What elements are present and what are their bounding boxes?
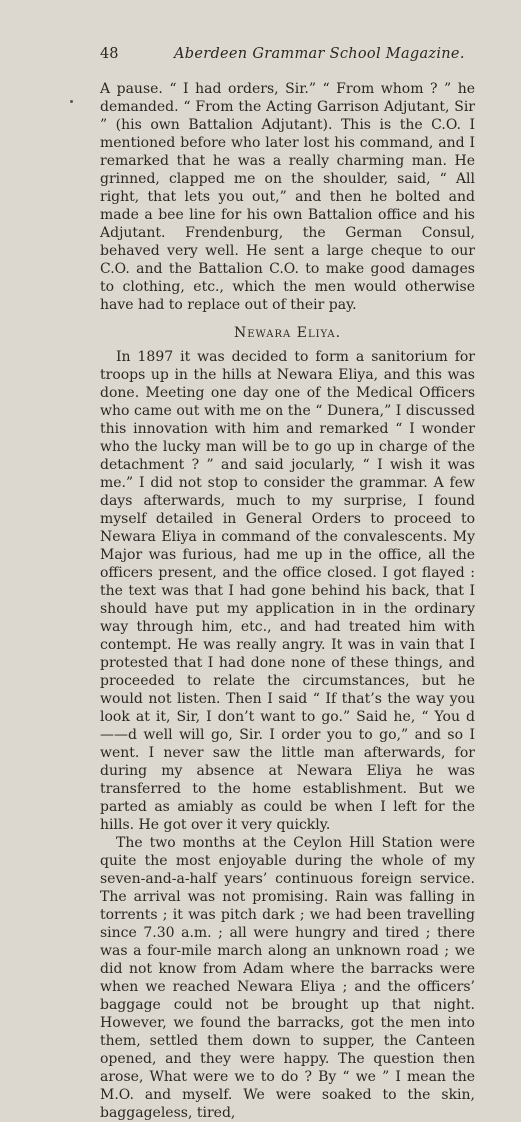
page-number: 48 — [100, 46, 119, 62]
paragraph-3: The two months at the Ceylon Hill Station were quite the most enjoyable during the whole of my seven-and-a-half years’ continuous foreign service. The arrival was not promising. Rain was falling in torrents ; it was pitch dark ; we had been travelling since 7.30 a.m. ; all were hungry and tired ; there was a four-mile march along an unknown road ; we did not know from Adam where the barracks were when we reached Newara Eliya ; and the officers’ baggage could not be brought up that night. However, we found the barracks, got the men into them, settled them down to supper, the Canteen opened, and they were happy. The question then arose, What were we to do ? By “ we ” I mean the M.O. and myself. We were soaked to the skin, baggageless, tired, — [100, 835, 475, 1121]
paragraph-2: In 1897 it was decided to form a sanitorium for troops up in the hills at Newara Eliya, and this was done. Meeting one day one of the Medical Officers who came out with me on the “ Dunera,” I discussed this innovation with him and remarked “ I wonder who the lucky man will be to go up in charge of the detachment ? ” and said jocularly, “ I wish it was me.” I did not stop to consider the grammar. A few days afterwards, much to my surprise, I found myself detailed in General Orders to proceed to Newara Eliya in command of the convalescents. My Major was furious, had me up in the office, all the officers present, and the office closed. I got flayed : the text was that I had gone behind his back, that I should have put my application in in the ordinary way through him, etc., and had treated him with contempt. He was really angry. It was in vain that I protested that I had done none of these things, and proceeded to relate the circumstances, but he would not listen. Then I said “ If that’s the way you look at it, Sir, I don’t want to go.” Said he, “ You d——d well will go, Sir. I order you to go,” and so I went. I never saw the little man afterwards, for during my absence at Newara Eliya he was transferred to the home establishment. But we parted as amiably as could be when I left for the hills. He got over it very quickly. — [100, 349, 475, 833]
margin-dot — [70, 100, 73, 103]
section-heading: Newara Eliya. — [233, 325, 342, 341]
running-title: Aberdeen Grammar School Magazine. — [174, 46, 465, 62]
article-body — [100, 80, 475, 1122]
page-header — [100, 46, 475, 72]
paragraph-1: A pause. “ I had orders, Sir.” “ From whom ? ” he demanded. “ From the Acting Garrison Adjutant, Sir ” (his own Battalion Adjutant). This is the C.O. I mentioned before who later lost his command, and I remarked that he was a really charming man. He grinned, clapped me on the shoulder, said, “ All right, that lets you out,” and then he bolted and made a bee line for his own Battalion office and his Adjutant. Frendenburg, the German Consul, behaved very well. He sent a large cheque to our C.O. and the Battalion C.O. to make good damages to clothing, etc., which the men would otherwise have had to replace out of their pay. — [100, 81, 475, 313]
